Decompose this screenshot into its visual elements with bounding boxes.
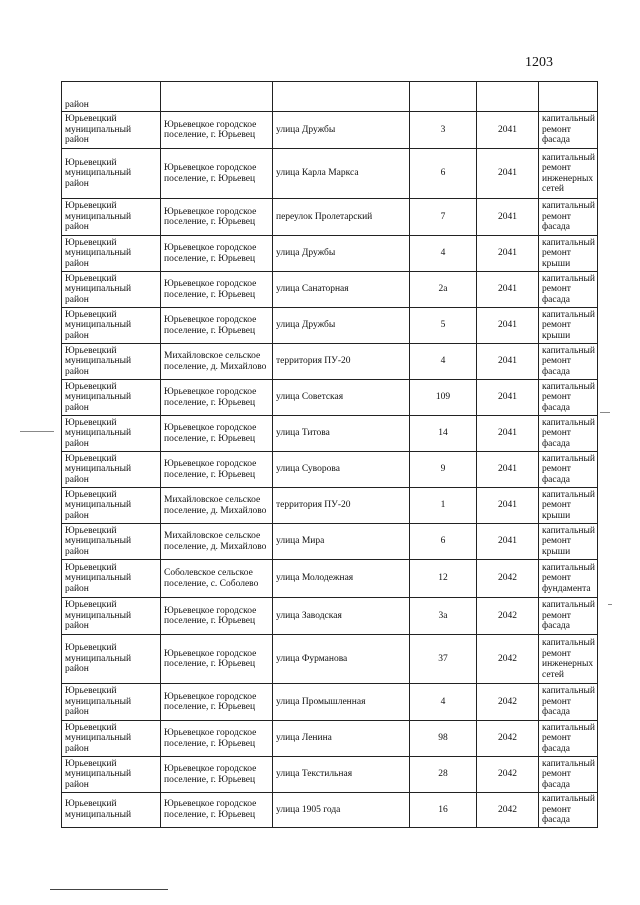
cell-house: 5 [410,308,477,344]
cell-area: Юрьевецкий муниципальный район [62,598,161,635]
cell-year: 2041 [477,524,539,560]
cell-street [273,82,410,112]
table-row [62,344,598,380]
cell-house: 14 [410,416,477,452]
cell-settlement: Соболевское сельское поселение, с. Соболево [161,560,273,598]
cell-street: переулок Пролетарский [273,199,410,236]
cell-area: Юрьевецкий муниципальный район [62,416,161,452]
cell-settlement: Юрьевецкое городское поселение, г. Юрьевец [161,793,273,828]
cell-settlement: Михайловское сельское поселение, д. Михайлово [161,524,273,560]
scan-mark [20,431,54,432]
table-row [62,112,598,149]
cell-work: капитальный ремонт фасада [539,757,598,793]
cell-work: капитальный ремонт фундамента [539,560,598,598]
table-row [62,452,598,488]
cell-work: капитальный ремонт фасада [539,416,598,452]
cell-house: 37 [410,635,477,684]
cell-street: улица Молодежная [273,560,410,598]
cell-settlement: Юрьевецкое городское поселение, г. Юрьевец [161,149,273,199]
cell-area: Юрьевецкий муниципальный район [62,757,161,793]
footer-rule [50,889,168,890]
table-row [62,793,598,828]
cell-street: улица Карла Маркса [273,149,410,199]
cell-street: улица 1905 года [273,793,410,828]
cell-year: 2041 [477,380,539,416]
cell-settlement: Юрьевецкое городское поселение, г. Юрьевец [161,757,273,793]
table-row [62,236,598,272]
cell-year: 2042 [477,793,539,828]
cell-house: 3 [410,112,477,149]
cell-settlement: Михайловское сельское поселение, д. Михайлово [161,344,273,380]
table-row [62,199,598,236]
cell-settlement: Юрьевецкое городское поселение, г. Юрьевец [161,635,273,684]
table-row [62,308,598,344]
scan-mark [608,604,612,605]
table-body [62,82,598,828]
table-row-fragment [62,82,598,112]
cell-settlement: Юрьевецкое городское поселение, г. Юрьевец [161,308,273,344]
cell-work: капитальный ремонт инженерных сетей [539,635,598,684]
cell-area: Юрьевецкий муниципальный район [62,149,161,199]
cell-year: 2042 [477,598,539,635]
cell-area: Юрьевецкий муниципальный [62,793,161,828]
cell-area: Юрьевецкий муниципальный район [62,488,161,524]
cell-area: Юрьевецкий муниципальный район [62,308,161,344]
cell-year: 2041 [477,272,539,308]
cell-area: Юрьевецкий муниципальный район [62,344,161,380]
cell-work: капитальный ремонт крыши [539,488,598,524]
cell-year: 2041 [477,344,539,380]
cell-settlement: Юрьевецкое городское поселение, г. Юрьевец [161,272,273,308]
cell-settlement: Юрьевецкое городское поселение, г. Юрьевец [161,112,273,149]
table-row [62,416,598,452]
cell-settlement: Юрьевецкое городское поселение, г. Юрьевец [161,721,273,757]
cell-year: 2041 [477,452,539,488]
table-row [62,560,598,598]
scan-mark [600,412,610,413]
cell-area: Юрьевецкий муниципальный район [62,635,161,684]
cell-year: 2042 [477,721,539,757]
cell-street: улица Титова [273,416,410,452]
cell-year: 2041 [477,149,539,199]
cell-house: 7 [410,199,477,236]
cell-settlement: Юрьевецкое городское поселение, г. Юрьевец [161,598,273,635]
cell-work: капитальный ремонт крыши [539,524,598,560]
cell-area: Юрьевецкий муниципальный район [62,380,161,416]
cell-street: улица Фурманова [273,635,410,684]
cell-work [539,82,598,112]
table-row [62,598,598,635]
cell-work: капитальный ремонт фасада [539,272,598,308]
cell-house: 28 [410,757,477,793]
table-row [62,488,598,524]
cell-house: 9 [410,452,477,488]
cell-house: 6 [410,149,477,199]
cell-settlement: Юрьевецкое городское поселение, г. Юрьевец [161,416,273,452]
cell-work: капитальный ремонт фасада [539,112,598,149]
cell-work: капитальный ремонт фасада [539,380,598,416]
cell-work: капитальный ремонт фасада [539,721,598,757]
table-row [62,524,598,560]
cell-year: 2041 [477,488,539,524]
cell-street: улица Дружбы [273,112,410,149]
table-row [62,380,598,416]
table-row [62,149,598,199]
table-row [62,272,598,308]
cell-area: Юрьевецкий муниципальный район [62,684,161,721]
cell-area: Юрьевецкий муниципальный район [62,272,161,308]
table-row [62,635,598,684]
cell-year: 2042 [477,757,539,793]
cell-street: территория ПУ-20 [273,344,410,380]
cell-street: улица Дружбы [273,236,410,272]
cell-house: 4 [410,684,477,721]
cell-street: улица Текстильная [273,757,410,793]
cell-year: 2041 [477,112,539,149]
cell-year: 2041 [477,308,539,344]
cell-settlement: Юрьевецкое городское поселение, г. Юрьевец [161,236,273,272]
cell-house: 4 [410,236,477,272]
cell-street: улица Мира [273,524,410,560]
cell-house: 98 [410,721,477,757]
table-row [62,684,598,721]
cell-street: улица Санаторная [273,272,410,308]
cell-street: территория ПУ-20 [273,488,410,524]
cell-street: улица Дружбы [273,308,410,344]
cell-house [410,82,477,112]
cell-street: улица Суворова [273,452,410,488]
cell-work: капитальный ремонт крыши [539,308,598,344]
cell-settlement: Юрьевецкое городское поселение, г. Юрьевец [161,684,273,721]
cell-year: 2042 [477,635,539,684]
cell-work: капитальный ремонт крыши [539,236,598,272]
cell-house: 2а [410,272,477,308]
cell-house: 109 [410,380,477,416]
cell-street: улица Советская [273,380,410,416]
cell-work: капитальный ремонт фасада [539,199,598,236]
cell-work: капитальный ремонт фасада [539,793,598,828]
cell-area: район [62,82,161,112]
cell-house: 12 [410,560,477,598]
cell-year: 2042 [477,684,539,721]
cell-settlement: Михайловское сельское поселение, д. Михайлово [161,488,273,524]
cell-year: 2041 [477,236,539,272]
table-row [62,721,598,757]
cell-area: Юрьевецкий муниципальный район [62,524,161,560]
cell-year: 2041 [477,199,539,236]
cell-area: Юрьевецкий муниципальный район [62,236,161,272]
cell-street: улица Промышленная [273,684,410,721]
cell-house: 4 [410,344,477,380]
cell-area: Юрьевецкий муниципальный район [62,452,161,488]
cell-settlement: Юрьевецкое городское поселение, г. Юрьевец [161,380,273,416]
cell-settlement [161,82,273,112]
cell-year [477,82,539,112]
cell-area: Юрьевецкий муниципальный район [62,112,161,149]
cell-house: 3а [410,598,477,635]
cell-work: капитальный ремонт фасада [539,452,598,488]
cell-work: капитальный ремонт инженерных сетей [539,149,598,199]
cell-area: Юрьевецкий муниципальный район [62,721,161,757]
cell-settlement: Юрьевецкое городское поселение, г. Юрьевец [161,199,273,236]
page-number: 1203 [525,55,553,70]
cell-work: капитальный ремонт фасада [539,684,598,721]
cell-street: улица Ленина [273,721,410,757]
cell-street: улица Заводская [273,598,410,635]
housing-repair-table [61,81,598,828]
cell-year: 2041 [477,416,539,452]
table-row [62,757,598,793]
cell-area: Юрьевецкий муниципальный район [62,560,161,598]
cell-work: капитальный ремонт фасада [539,344,598,380]
cell-house: 1 [410,488,477,524]
cell-house: 16 [410,793,477,828]
cell-house: 6 [410,524,477,560]
cell-settlement: Юрьевецкое городское поселение, г. Юрьевец [161,452,273,488]
cell-year: 2042 [477,560,539,598]
cell-work: капитальный ремонт фасада [539,598,598,635]
cell-area: Юрьевецкий муниципальный район [62,199,161,236]
